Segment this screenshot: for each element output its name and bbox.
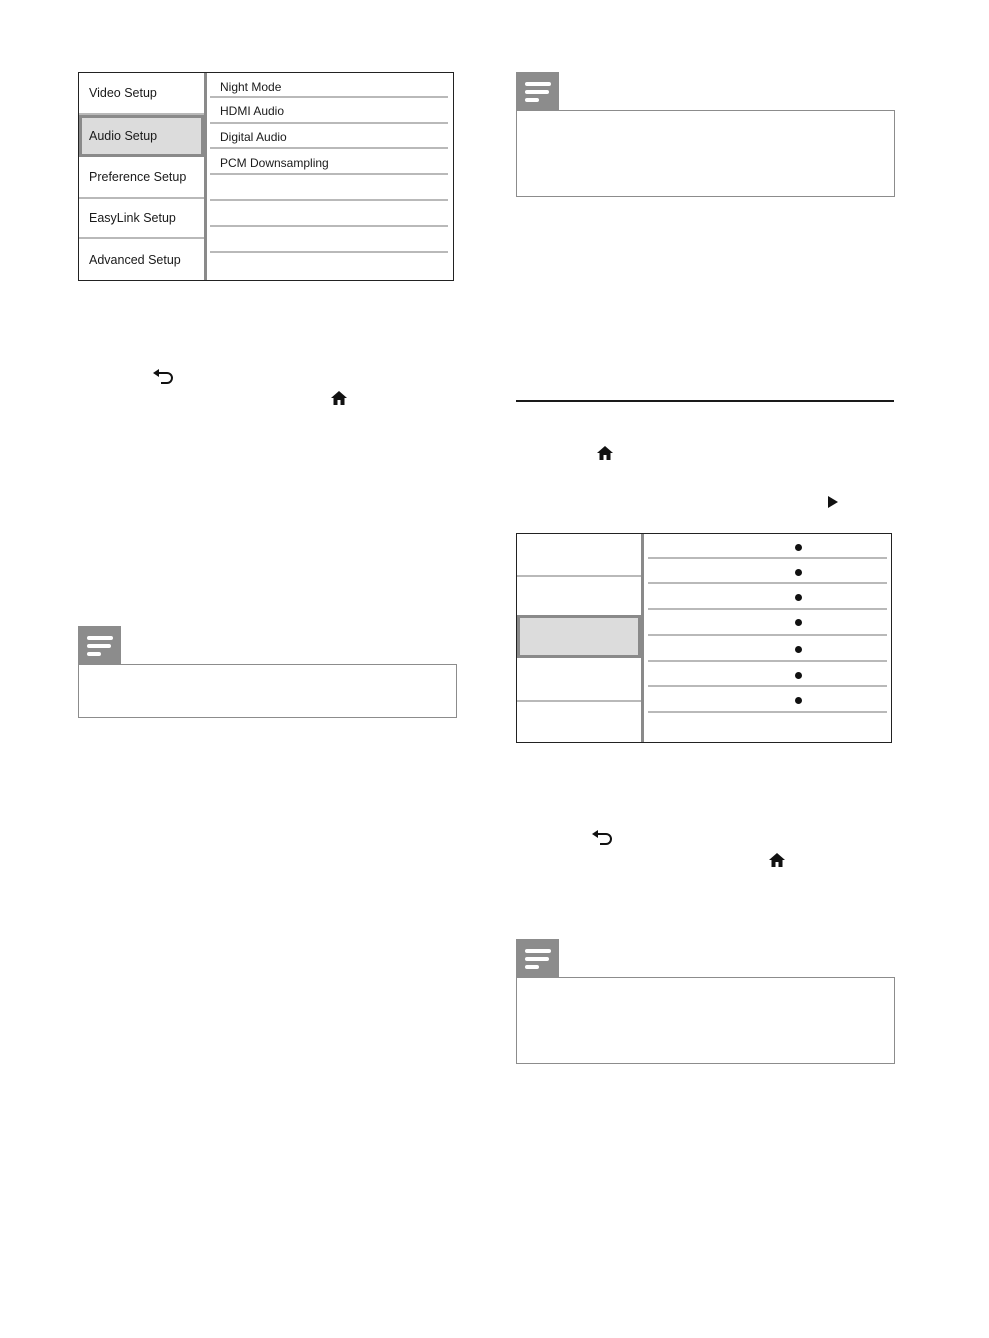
selected-category[interactable] — [517, 615, 641, 658]
option-divider — [210, 251, 448, 253]
setup-category-column — [517, 534, 644, 742]
category-divider — [517, 700, 641, 702]
option-divider — [648, 582, 887, 584]
note-box — [516, 110, 895, 197]
option-divider — [648, 660, 887, 662]
home-icon — [331, 391, 347, 405]
menu-item-video-setup[interactable]: Video Setup — [79, 73, 204, 115]
back-arrow-icon — [591, 830, 615, 846]
option-bullet — [795, 594, 802, 601]
section-divider — [516, 400, 894, 402]
option-divider — [648, 634, 887, 636]
note-icon — [78, 626, 121, 664]
option-bullet — [795, 619, 802, 626]
home-icon — [597, 446, 613, 460]
setup-menu-diagram — [516, 533, 892, 743]
option-divider — [648, 557, 887, 559]
option-divider — [210, 173, 448, 175]
setup-category-column — [79, 73, 207, 280]
option-bullet — [795, 569, 802, 576]
menu-item-audio-setup[interactable]: Audio Setup — [79, 115, 204, 157]
option-hdmi-audio[interactable]: HDMI Audio — [220, 104, 285, 118]
option-divider — [648, 608, 887, 610]
option-pcm-downsampling[interactable]: PCM Downsampling — [220, 156, 329, 170]
option-bullet — [795, 672, 802, 679]
audio-setup-menu — [78, 72, 454, 281]
option-divider — [648, 685, 887, 687]
option-divider — [210, 199, 448, 201]
category-divider — [517, 575, 641, 577]
note-icon — [516, 72, 559, 110]
note-box — [78, 664, 457, 718]
menu-item-preference-setup[interactable]: Preference Setup — [79, 157, 204, 199]
option-bullet — [795, 697, 802, 704]
menu-item-easylink-setup[interactable]: EasyLink Setup — [79, 199, 204, 239]
back-arrow-icon — [152, 369, 176, 385]
note-icon — [516, 939, 559, 977]
option-divider — [210, 225, 448, 227]
play-triangle-icon — [827, 495, 839, 509]
menu-item-advanced-setup[interactable]: Advanced Setup — [89, 252, 181, 267]
option-digital-audio[interactable]: Digital Audio — [220, 130, 287, 144]
option-bullet — [795, 646, 802, 653]
option-bullet — [795, 544, 802, 551]
option-divider — [648, 711, 887, 713]
note-box — [516, 977, 895, 1064]
home-icon — [769, 853, 785, 867]
option-night-mode[interactable]: Night Mode — [220, 80, 282, 94]
